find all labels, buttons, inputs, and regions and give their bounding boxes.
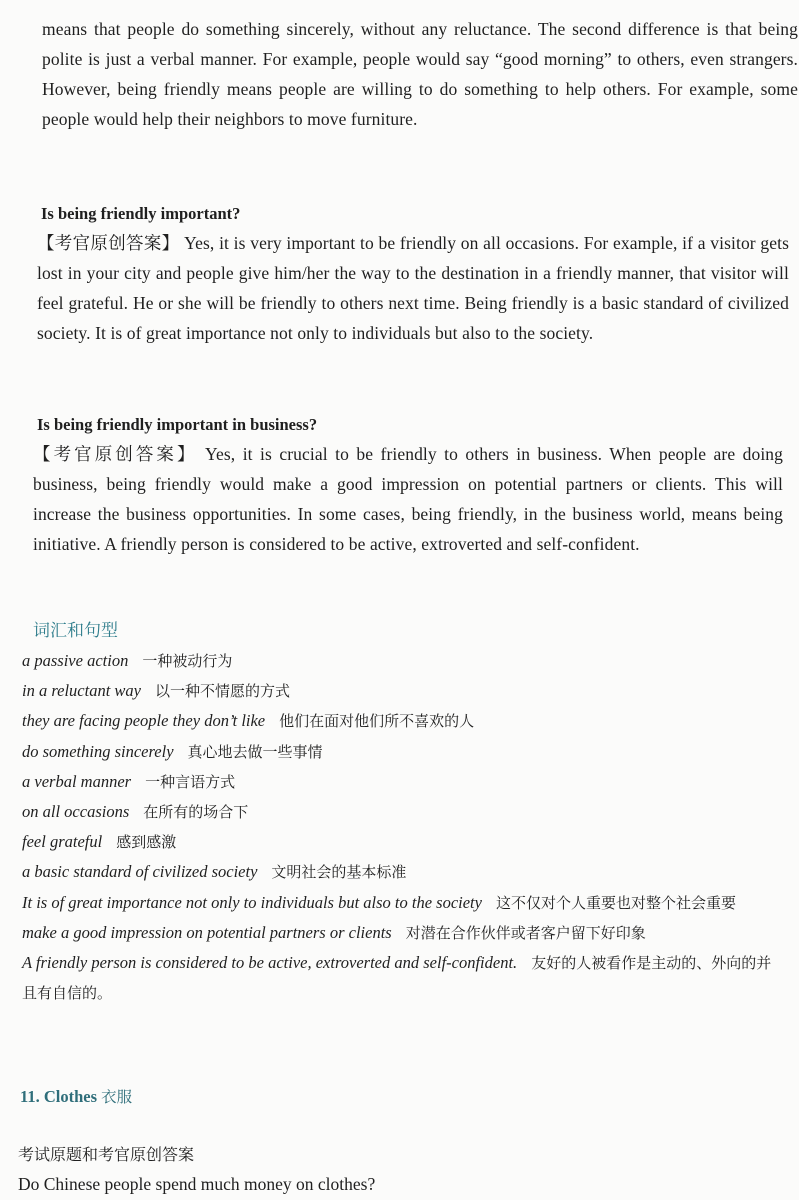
vocab-item bbox=[22, 706, 777, 736]
vocab-zh: 以一种不情愿的方式 bbox=[155, 682, 291, 701]
vocab-en: do something sincerely bbox=[22, 741, 174, 761]
vocab-en: on all occasions bbox=[22, 802, 130, 822]
answer-paragraph bbox=[33, 439, 783, 559]
vocab-zh: 感到感激 bbox=[116, 833, 177, 852]
vocab-item bbox=[22, 918, 777, 948]
section-number: 11. bbox=[20, 1087, 40, 1106]
vocab-item bbox=[22, 948, 777, 1008]
vocab-en: a passive action bbox=[22, 651, 129, 670]
answer-text: Yes, it is very important to be friendly on all occasions. For example, if a visitor gets lost in your city and people give him/her the way to the destination in a friendly manner, that visitor will feel grateful. He or she will be friendly to others next time. Being friendly is a basic standard of civilized society. It is of great importance not only to individuals but also to the society. bbox=[37, 233, 789, 343]
section-title-en: Clothes bbox=[43, 1087, 98, 1106]
question-heading: Is being friendly important in business? bbox=[37, 415, 318, 434]
vocab-en: they are facing people they don’t like bbox=[22, 711, 266, 731]
section-heading bbox=[20, 1084, 132, 1110]
vocab-item bbox=[22, 737, 777, 767]
vocab-en: in a reluctant way bbox=[22, 681, 141, 701]
answer-tag: 【考官原创答案】 bbox=[37, 233, 180, 253]
vocab-en: It is of great importance not only to individuals but also to the society bbox=[22, 892, 482, 912]
vocab-zh: 文明社会的基本标准 bbox=[271, 863, 407, 882]
question-heading: Is being friendly important? bbox=[41, 204, 241, 223]
answer-text: Yes, it is crucial to be friendly to others in business. When people are doing business, being friendly would make a good impression on potential partners or clients. This will increase the business opportunities. In some cases, being friendly, in the business world, means being initiative. A friendly person is considered to be active, extroverted and self-confident. bbox=[33, 444, 783, 554]
sub-heading: 考试原题和考官原创答案 bbox=[18, 1145, 195, 1164]
vocab-item bbox=[22, 857, 777, 887]
question-heading: Do Chinese people spend much money on clothes? bbox=[18, 1174, 376, 1194]
vocab-zh: 在所有的场合下 bbox=[143, 803, 249, 822]
answer-tag: 【考官原创答案】 bbox=[33, 444, 198, 464]
vocab-item bbox=[22, 646, 777, 676]
vocab-item bbox=[22, 676, 777, 706]
vocab-item bbox=[22, 827, 777, 857]
vocab-zh: 一种言语方式 bbox=[145, 772, 236, 791]
vocab-en: a verbal manner bbox=[22, 771, 132, 791]
vocab-en: A friendly person is considered to be active, extroverted and self-confident. bbox=[22, 953, 518, 973]
vocab-title: 词汇和句型 bbox=[33, 621, 118, 641]
vocab-item bbox=[22, 767, 777, 797]
vocab-zh: 友好的人被看作是主动的、外向的并且有自信的。 bbox=[22, 954, 772, 1003]
section-title-zh: 衣服 bbox=[101, 1088, 133, 1106]
intro-paragraph: means that people do something sincerely, without any reluctance. The second difference is that being polite is just a verbal manner. For example, people would say “good morning” to others, even strangers. However, being friendly means people are willing to do something to help others. For example, some people would help their neighbors to move furniture. bbox=[42, 19, 798, 129]
vocab-en: make a good impression on potential partners or clients bbox=[22, 922, 392, 942]
vocab-zh: 真心地去做一些事情 bbox=[187, 742, 323, 761]
vocab-item bbox=[22, 797, 777, 827]
answer-paragraph bbox=[37, 228, 789, 348]
vocab-item bbox=[22, 888, 777, 918]
vocab-en: feel grateful bbox=[22, 832, 103, 852]
vocab-zh: 他们在面对他们所不喜欢的人 bbox=[279, 712, 475, 731]
vocab-zh: 一种被动行为 bbox=[142, 652, 233, 670]
vocab-zh: 这不仅对个人重要也对整个社会重要 bbox=[495, 893, 736, 912]
vocab-en: a basic standard of civilized society bbox=[22, 862, 258, 882]
vocab-list bbox=[22, 646, 777, 1008]
vocab-zh: 对潜在合作伙伴或者客户留下好印象 bbox=[405, 923, 646, 942]
